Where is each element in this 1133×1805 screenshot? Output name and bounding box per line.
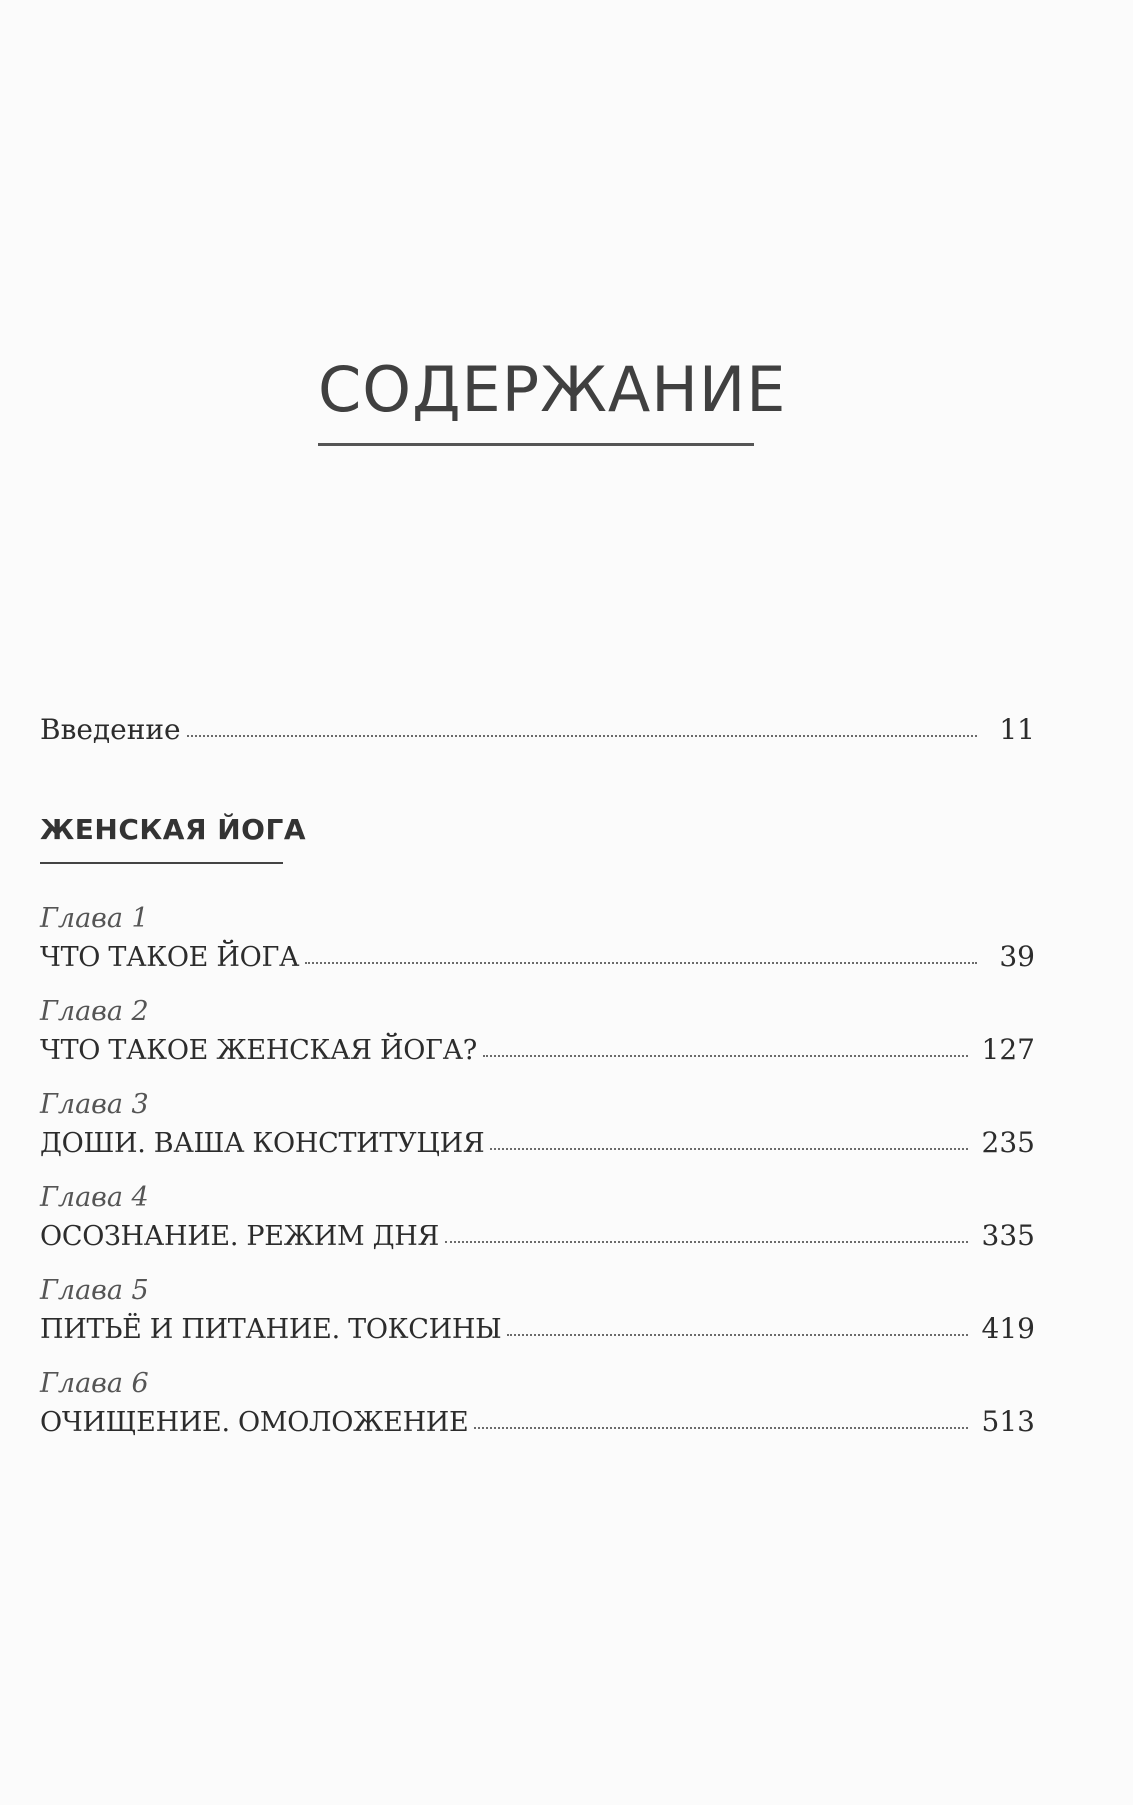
- section-underline: [40, 862, 283, 864]
- toc-entry-chapter-3[interactable]: [40, 1126, 1035, 1159]
- chapter-label: Глава 4: [40, 1182, 149, 1213]
- toc-entry-label: Введение: [40, 713, 181, 746]
- toc-entry-label: ОЧИЩЕНИЕ. ОМОЛОЖЕНИЕ: [40, 1407, 469, 1438]
- chapter-label: Глава 3: [40, 1089, 149, 1120]
- dot-leader: [305, 962, 977, 964]
- dot-leader: [507, 1334, 967, 1336]
- dot-leader: [490, 1148, 967, 1150]
- toc-entry-chapter-4[interactable]: [40, 1219, 1035, 1252]
- toc-entry-label: ПИТЬЁ И ПИТАНИЕ. ТОКСИНЫ: [40, 1314, 502, 1345]
- toc-entry-chapter-1[interactable]: [40, 940, 1035, 973]
- toc-entry-chapter-2[interactable]: [40, 1033, 1035, 1066]
- toc-page-number: 127: [981, 1033, 1035, 1066]
- page-title-block: [318, 353, 787, 426]
- toc-page-number: 39: [999, 940, 1035, 973]
- toc-page-number: 11: [999, 713, 1035, 746]
- dot-leader: [483, 1055, 968, 1057]
- toc-page-number: 335: [981, 1219, 1035, 1252]
- toc-entry-label: ЧТО ТАКОЕ ЙОГА: [40, 942, 300, 973]
- chapter-label: Глава 1: [40, 903, 149, 934]
- section-title: ЖЕНСКАЯ ЙОГА: [40, 813, 306, 846]
- chapter-label: Глава 6: [40, 1368, 149, 1399]
- dot-leader: [474, 1427, 967, 1429]
- page-title: СОДЕРЖАНИЕ: [318, 353, 787, 426]
- toc-entry-label: ДОШИ. ВАША КОНСТИТУЦИЯ: [40, 1128, 485, 1159]
- toc-entry-label: ОСОЗНАНИЕ. РЕЖИМ ДНЯ: [40, 1221, 440, 1252]
- toc-entry-chapter-6[interactable]: [40, 1405, 1035, 1438]
- toc-page-number: 235: [981, 1126, 1035, 1159]
- dot-leader: [187, 735, 977, 737]
- chapter-label: Глава 2: [40, 996, 149, 1027]
- dot-leader: [445, 1241, 968, 1243]
- chapter-label: Глава 5: [40, 1275, 149, 1306]
- toc-entry-label: ЧТО ТАКОЕ ЖЕНСКАЯ ЙОГА?: [40, 1035, 477, 1066]
- toc-page-number: 419: [981, 1312, 1035, 1345]
- toc-entry-chapter-5[interactable]: [40, 1312, 1035, 1345]
- title-underline: [318, 443, 754, 446]
- toc-page-number: 513: [981, 1405, 1035, 1438]
- toc-entry-intro[interactable]: [40, 713, 1035, 746]
